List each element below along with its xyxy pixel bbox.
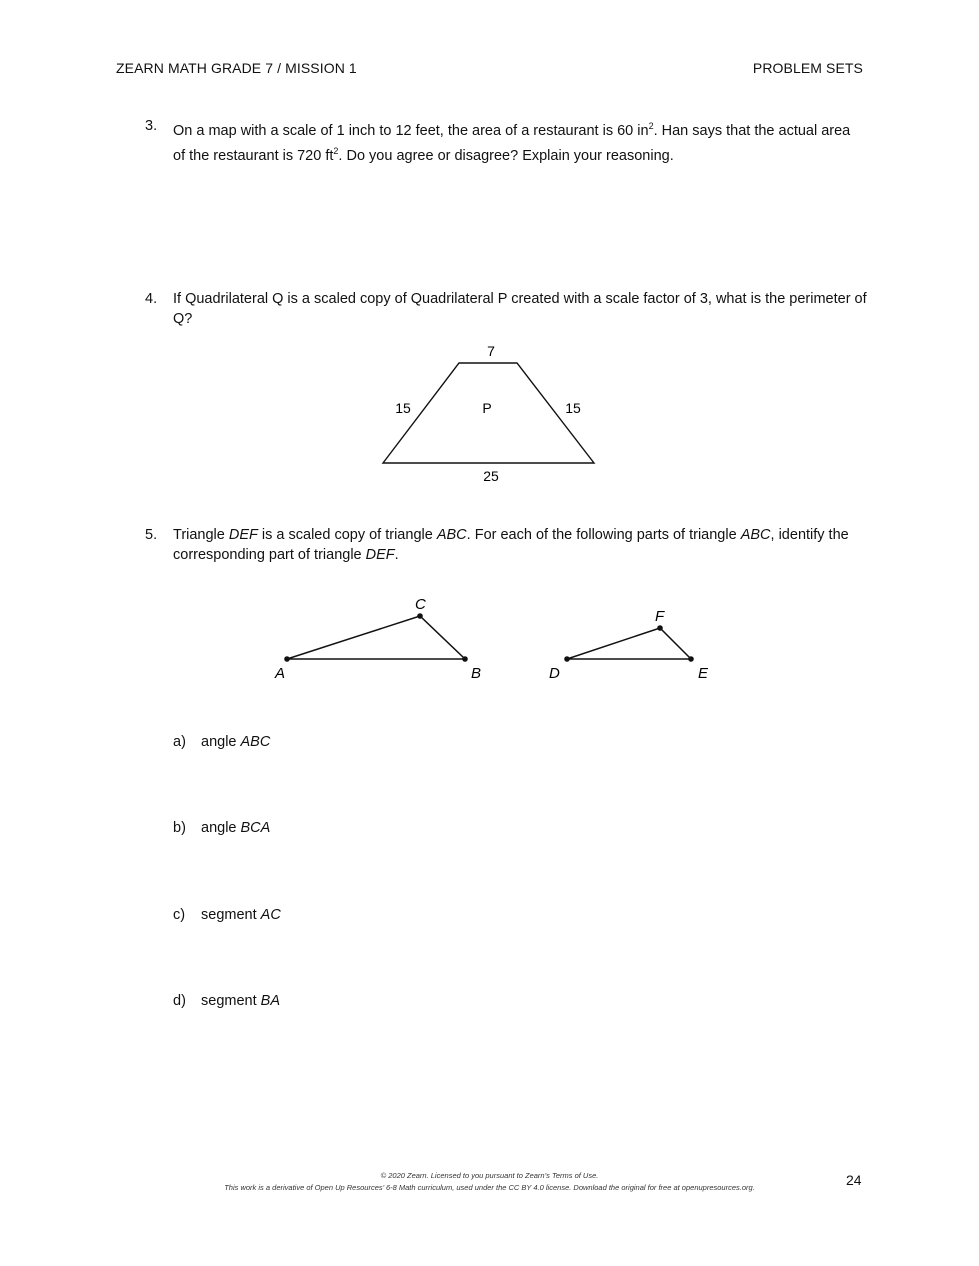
- label-d: D: [549, 665, 560, 682]
- triangle-def: [567, 628, 691, 659]
- triangles-figure: [260, 590, 720, 690]
- label-b: B: [471, 665, 482, 682]
- triangle-abc: [287, 616, 465, 659]
- question-4-text: If Quadrilateral Q is a scaled copy of Quadrilateral P created with a scale factor of 3, what is the perimeter of Q?: [173, 291, 867, 327]
- footer-license: © 2020 Zearn. Licensed to you pursuant to Zearn’s Terms of Use.: [380, 1171, 599, 1180]
- part-a-text: angle ABC: [201, 734, 271, 750]
- superscript: 2: [648, 121, 654, 131]
- part-a-letter: a): [173, 734, 186, 750]
- header-title: ZEARN MATH GRADE 7 / MISSION 1: [116, 60, 357, 76]
- question-3-line-2: of the restaurant is 720 $ft^2$. Do you agree or disagree? Explain your reasoning.: [173, 145, 674, 164]
- trapezoid-bottom-label: 25: [483, 468, 499, 484]
- point-c: [417, 613, 423, 619]
- label-c: C: [415, 596, 426, 613]
- point-a: [284, 656, 290, 662]
- page-number: 24: [846, 1172, 862, 1188]
- label-f: F: [655, 608, 665, 625]
- label-a: A: [275, 665, 286, 682]
- part-c-text: segment AC: [201, 907, 281, 923]
- trapezoid-center-label: P: [482, 400, 492, 416]
- trapezoid-figure: [370, 338, 610, 488]
- footer-attribution: This work is a derivative of Open Up Resources’ 6-8 Math curriculum, used under the CC BY 4.0 license. Download the original for free at openupresources.org.: [224, 1183, 755, 1192]
- point-d: [564, 656, 570, 662]
- header-section: PROBLEM SETS: [752, 60, 863, 76]
- question-5-text: Triangle DEF is a scaled copy of triangle ABC. For each of the following parts of triangle ABC, identify the corresponding part of triangle DEF.: [173, 527, 849, 563]
- part-c-letter: c): [173, 907, 186, 923]
- point-e: [688, 656, 694, 662]
- trapezoid-left-label: 15: [395, 400, 411, 416]
- part-d-text: segment BA: [201, 993, 280, 1009]
- question-3-number: 3.: [145, 118, 158, 134]
- part-b-text: angle BCA: [201, 820, 271, 836]
- label-e: E: [698, 665, 709, 682]
- point-f: [657, 625, 663, 631]
- trapezoid-top-label: 7: [487, 343, 495, 359]
- question-5-number: 5.: [145, 527, 158, 543]
- trapezoid-right-label: 15: [565, 400, 581, 416]
- part-b-letter: b): [173, 820, 186, 836]
- question-3-line-1: On a map with a scale of 1 inch to 12 feet, the area of a restaurant is 60 $in^2$. Han says that the actual area: [173, 121, 851, 139]
- question-3-text: [173, 116, 873, 166]
- question-4-number: 4.: [145, 291, 158, 307]
- point-b: [462, 656, 468, 662]
- superscript: 2: [333, 145, 339, 156]
- part-d-letter: d): [173, 993, 186, 1009]
